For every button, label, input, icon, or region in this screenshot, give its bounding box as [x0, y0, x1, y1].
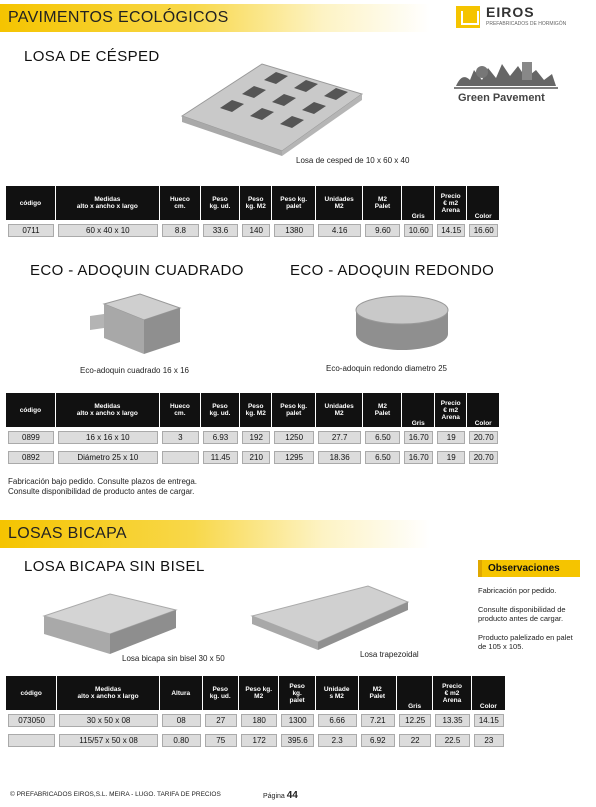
product-title-bicapa: LOSA BICAPA SIN BISEL [24, 558, 205, 575]
table-cell: 395.6 [281, 734, 313, 747]
table-cell: 22 [399, 734, 431, 747]
table-row [6, 710, 506, 730]
col-header: Unidades M2 [316, 186, 364, 220]
table-cell: 19 [437, 451, 466, 464]
caption-losa-trapezoidal: Losa trapezoidal [360, 650, 419, 659]
logo-mark-icon [456, 6, 480, 28]
table-cell: 0711 [8, 224, 54, 237]
section-title: PAVIMENTOS ECOLÓGICOS [8, 9, 229, 26]
col-header: Color [472, 676, 506, 710]
logo-name: EIROS [486, 4, 535, 20]
col-header: Precio € m2 Arena [435, 393, 468, 427]
table-cell: 0899 [8, 431, 54, 444]
table-cell: 16 x 16 x 10 [58, 431, 158, 444]
col-header: M2 Palet [359, 676, 397, 710]
page-number [263, 790, 298, 801]
col-header: Unidades M2 [316, 393, 364, 427]
table-cell: 14.15 [437, 224, 466, 237]
table-cell: 19 [437, 431, 466, 444]
table-cell: 8.8 [162, 224, 199, 237]
table-cell: 3 [162, 431, 199, 444]
table-cell: 2.3 [318, 734, 357, 747]
col-header: Precio € m2 Arena [433, 676, 471, 710]
col-header: Peso kg. M2 [240, 186, 273, 220]
col-header: Precio € m2 Arena [435, 186, 468, 220]
col-header: código [6, 186, 56, 220]
losa-bicapa-image [40, 588, 180, 660]
losa-cesped-image [172, 56, 372, 156]
note-line: Fabricación bajo pedido. Consulte plazos de entrega. [8, 477, 198, 486]
col-header: Gris [402, 186, 435, 220]
product-title-losa-cesped: LOSA DE CÉSPED [24, 48, 160, 65]
table-cell: 172 [241, 734, 278, 747]
col-header: Peso kg. M2 [240, 393, 273, 427]
green-pavement-logo [452, 50, 560, 106]
table-cell: 6.50 [365, 431, 400, 444]
table-cell: 9.60 [365, 224, 400, 237]
table-cell: 16.60 [469, 224, 498, 237]
table-cell: 140 [242, 224, 271, 237]
table-cell: 33.6 [203, 224, 238, 237]
col-header: Medidas alto x ancho x largo [56, 186, 160, 220]
table-cell: 13.35 [435, 714, 469, 727]
table-cell: 1295 [274, 451, 313, 464]
product-title-eco-redondo: ECO - ADOQUIN REDONDO [290, 262, 495, 279]
table-cell: 180 [241, 714, 278, 727]
table-cell: 1380 [274, 224, 313, 237]
section-band-ecologicos [0, 4, 430, 32]
col-header: M2 Palet [363, 186, 402, 220]
table-cell: 18.36 [318, 451, 362, 464]
observaciones-title: Observaciones [478, 560, 580, 577]
table-cell: 23 [474, 734, 504, 747]
table-cell: 0.80 [162, 734, 201, 747]
table-row [6, 220, 500, 240]
footer-text: © PREFABRICADOS EIROS,S.L. MEIRA - LUGO. TARIFA DE PRECIOS [10, 791, 221, 798]
price-table-losa-cesped [6, 186, 500, 240]
col-header: Peso kg. palet [272, 186, 315, 220]
price-table-bicapa [6, 676, 506, 750]
table-cell: 30 x 50 x 08 [59, 714, 158, 727]
losa-trapezoidal-image [248, 580, 414, 654]
caption-losa-cesped: Losa de cesped de 10 x 60 x 40 [296, 156, 410, 165]
table-cell: Diámetro 25 x 10 [58, 451, 158, 464]
table-header-row [6, 676, 506, 710]
section-title: LOSAS BICAPA [8, 525, 127, 542]
table-header-row [6, 393, 500, 427]
table-cell: 16.70 [404, 451, 433, 464]
table-cell: 11.45 [203, 451, 238, 464]
col-header: Hueco cm. [160, 186, 201, 220]
table-cell: 6.93 [203, 431, 238, 444]
eiros-logo [456, 4, 576, 34]
note-line: Consulte disponibilidad de producto antes de cargar. [8, 487, 195, 496]
col-header: Peso kg. ud. [203, 676, 239, 710]
table-cell: 20.70 [469, 431, 498, 444]
table-cell: 6.50 [365, 451, 400, 464]
eco-redondo-image [352, 292, 452, 354]
order-notes [8, 477, 197, 497]
col-header: Color [467, 393, 500, 427]
col-header: Color [467, 186, 500, 220]
table-cell: 60 x 40 x 10 [58, 224, 158, 237]
caption-eco-cuadrado: Eco-adoquin cuadrado 16 x 16 [80, 366, 189, 375]
table-cell: 08 [162, 714, 201, 727]
green-pavement-text: Green Pavement [458, 92, 545, 104]
col-header: Hueco cm. [160, 393, 201, 427]
table-cell: 7.21 [361, 714, 395, 727]
col-header: Gris [402, 393, 435, 427]
table-cell: 0892 [8, 451, 54, 464]
table-cell: 75 [205, 734, 237, 747]
observaciones-text: Consulte disponibilidad de producto antes de cargar. [478, 604, 566, 623]
caption-losa-bicapa: Losa bicapa sin bisel 30 x 50 [122, 654, 225, 663]
caption-eco-redondo: Eco-adoquin redondo diametro 25 [326, 364, 447, 373]
table-row [6, 447, 500, 467]
table-cell: 1250 [274, 431, 313, 444]
table-cell: 1300 [281, 714, 313, 727]
page-label: Página [263, 793, 285, 800]
table-cell: 10.60 [404, 224, 433, 237]
col-header: Medidas alto x ancho x largo [57, 676, 160, 710]
table-header-row [6, 186, 500, 220]
col-header: Peso kg. ud. [201, 186, 240, 220]
col-header: Peso kg. palet [279, 676, 315, 710]
table-cell: 20.70 [469, 451, 498, 464]
table-row [6, 730, 506, 750]
section-band-bicapa [0, 520, 430, 548]
table-cell [162, 451, 199, 464]
table-cell [8, 734, 55, 747]
table-row [6, 427, 500, 447]
table-cell: 115/57 x 50 x 08 [59, 734, 158, 747]
product-title-eco-cuadrado: ECO - ADOQUIN CUADRADO [30, 262, 244, 279]
table-cell: 6.66 [318, 714, 357, 727]
table-cell: 192 [242, 431, 271, 444]
col-header: código [6, 676, 57, 710]
col-header: Medidas alto x ancho x largo [56, 393, 160, 427]
table-cell: 6.92 [361, 734, 395, 747]
col-header: Peso kg. palet [272, 393, 315, 427]
col-header: Peso kg. M2 [239, 676, 280, 710]
col-header: Unidade s M2 [316, 676, 359, 710]
eco-cuadrado-image [84, 290, 184, 358]
table-cell: 4.16 [318, 224, 362, 237]
observaciones-text: Producto palelizado en palet de 105 x 105. [478, 632, 573, 651]
table-cell: 073050 [8, 714, 55, 727]
table-cell: 27 [205, 714, 237, 727]
col-header: M2 Palet [363, 393, 402, 427]
logo-subtitle: PREFABRICADOS DE HORMIGÓN [486, 21, 567, 27]
table-cell: 27.7 [318, 431, 362, 444]
col-header: Peso kg. ud. [201, 393, 240, 427]
price-table-eco-adoquin [6, 393, 500, 467]
table-cell: 16.70 [404, 431, 433, 444]
page-num: 44 [286, 790, 298, 801]
table-cell: 22.5 [435, 734, 469, 747]
col-header: código [6, 393, 56, 427]
col-header: Gris [397, 676, 433, 710]
table-cell: 210 [242, 451, 271, 464]
table-cell: 12.25 [399, 714, 431, 727]
observaciones-box [478, 560, 580, 652]
table-cell: 14.15 [474, 714, 504, 727]
observaciones-text: Fabricación por pedido. [478, 586, 557, 595]
col-header: Altura [160, 676, 203, 710]
